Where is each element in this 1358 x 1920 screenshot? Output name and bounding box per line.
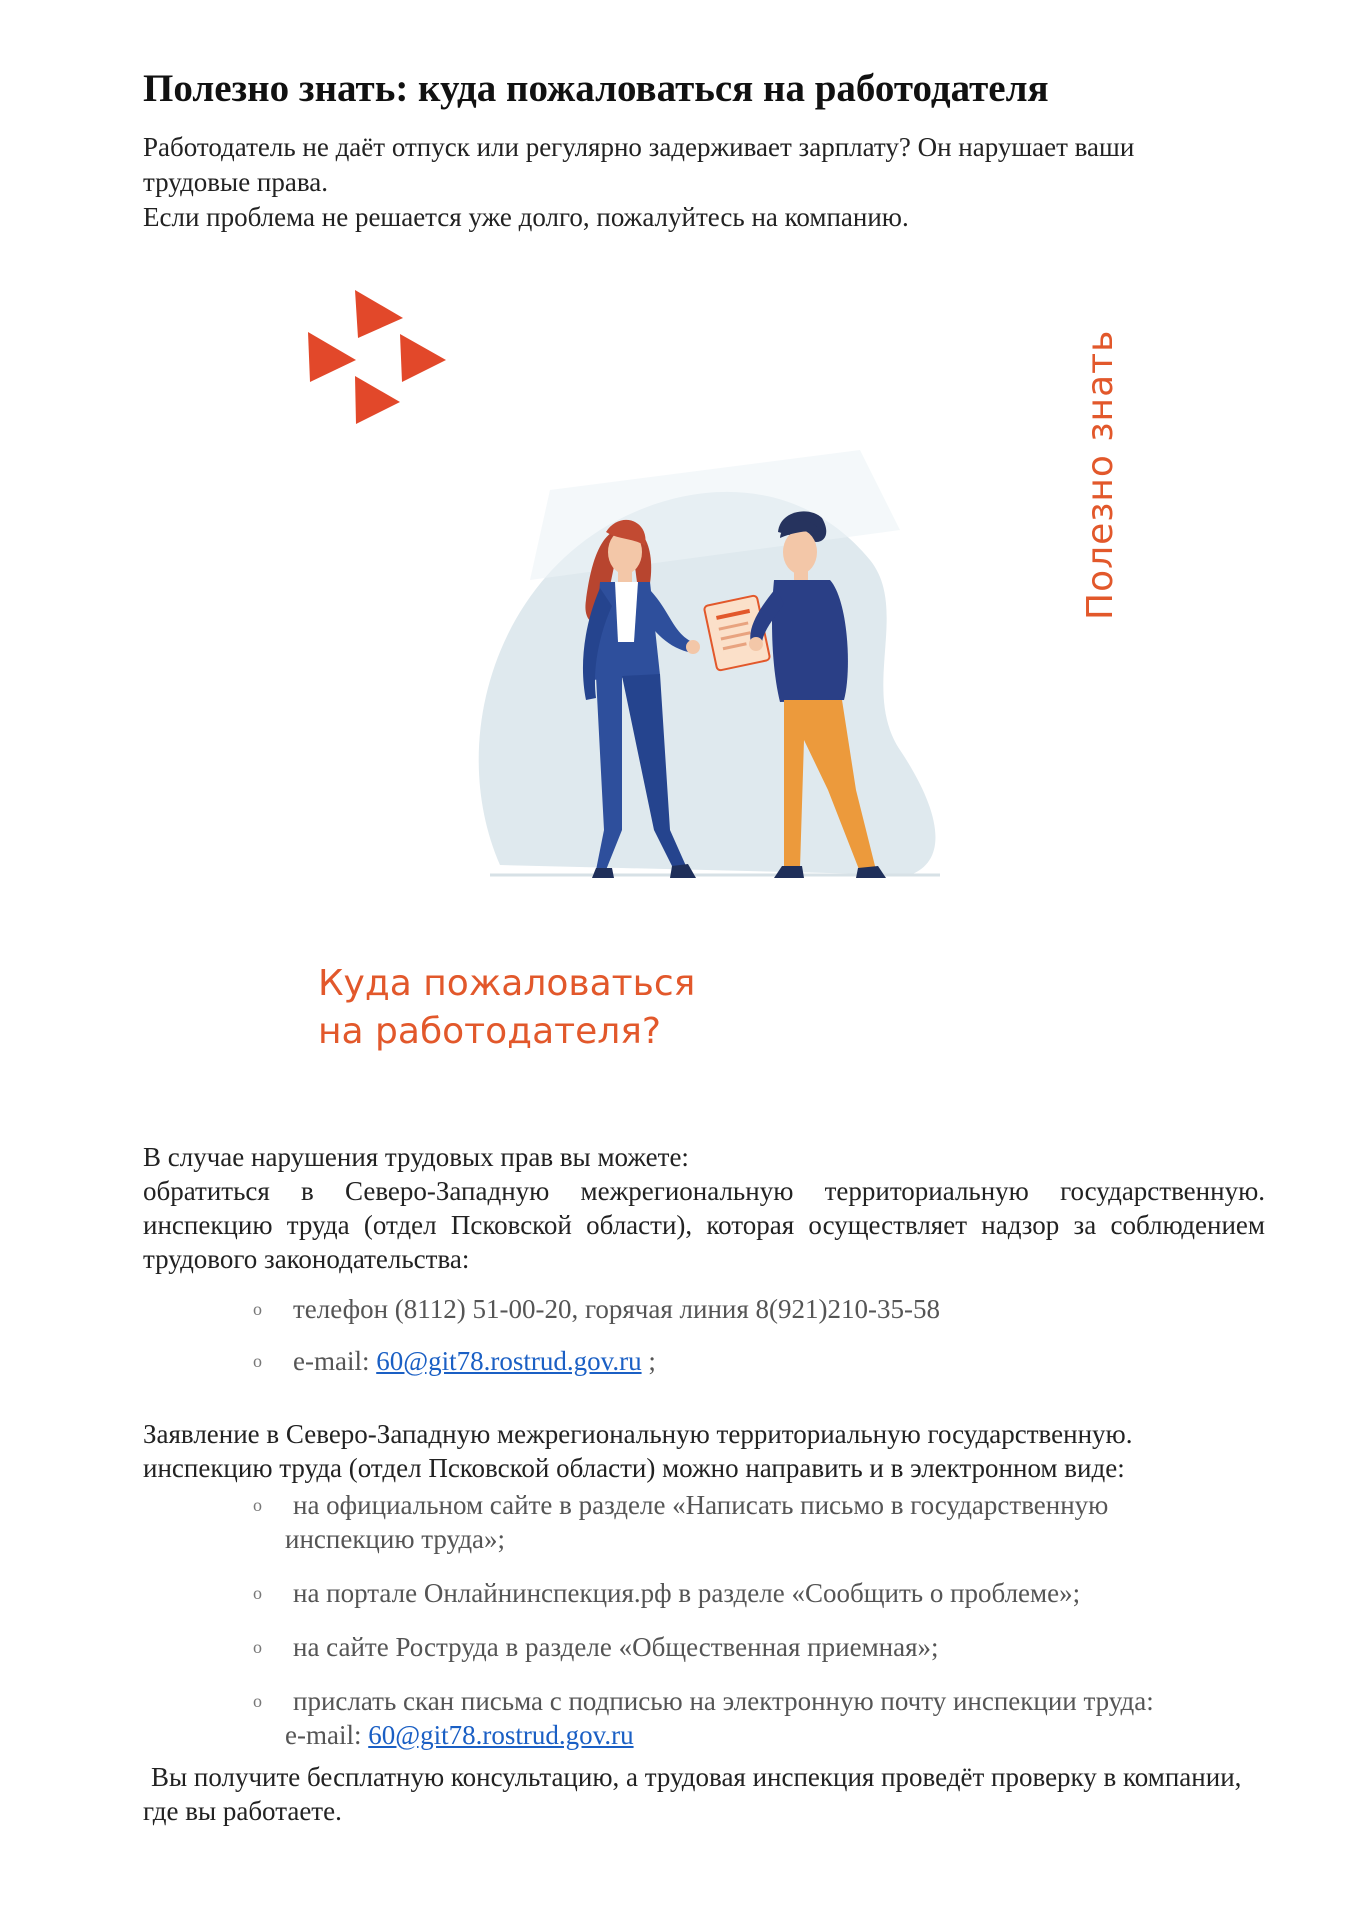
section-paragraph: обратиться в Северо-Западную межрегиональную территориальную государственную. инспекцию труда (отдел Псковской области), которая осуществляет надзор за соблюдением трудового законодательства: [143,1176,1265,1274]
section-paragraph: Заявление в Северо-Западную межрегиональную территориальную государственную. инспекцию труда (отдел Псковской области) можно направить и в электронном виде: [143,1419,1133,1483]
phone-text: телефон (8112) 51-00-20, горячая линия 8(921)210-35-58 [293,1294,940,1324]
intro-paragraph [143,130,1253,235]
list-item-text: прислать скан письма с подписью на электронную почту инспекции труда: [293,1686,1154,1716]
bullet-circle-icon: o [253,1583,262,1603]
intro-line: Если проблема не решается уже долго, пожалуйтесь на компанию. [143,202,909,232]
bullet-circle-icon: o [253,1637,262,1657]
list-item [253,1576,1263,1610]
bullet-circle-icon: o [253,1299,262,1319]
list-item-text: на официальном сайте в разделе «Написать письмо в государственную [293,1490,1109,1520]
email-suffix: ; [641,1346,656,1376]
two-people-document-illustration [300,270,1160,1070]
email-prefix: e-mail: [285,1720,369,1750]
poster-vertical-label: Полезно знать [1080,329,1121,620]
intro-line: трудовые права. [143,167,328,197]
list-item-text: на портале Онлайнинспекция.рф в разделе «Сообщить о проблеме»; [293,1578,1081,1608]
poster-illustration [300,270,1160,1070]
section-lead: В случае нарушения трудовых прав вы можете: [143,1142,689,1172]
contacts-list [253,1292,1263,1396]
list-item [253,1292,1263,1326]
poster-caption [318,960,695,1056]
email-link[interactable]: 60@git78.rostrud.gov.ru [376,1346,642,1376]
bullet-circle-icon: o [253,1691,262,1711]
email-link[interactable]: 60@git78.rostrud.gov.ru [368,1720,634,1750]
bullet-circle-icon: o [253,1495,262,1515]
poster-caption-line: на работодателя? [318,1011,662,1052]
list-item [253,1488,1263,1556]
page-title: Полезно знать: куда пожаловаться на работодателя [143,67,1049,110]
poster-caption-line: Куда пожаловаться [318,963,696,1004]
electronic-channels-list [253,1488,1263,1772]
list-item [253,1344,1263,1378]
section-electronic-application [143,1417,1265,1485]
bullet-circle-icon: o [253,1351,262,1371]
closing-paragraph: Вы получите бесплатную консультацию, а трудовая инспекция проведёт проверку в компании, где вы работаете. [143,1762,1242,1826]
list-item [253,1630,1263,1664]
triangles-logo-icon [308,290,446,424]
list-item-text: инспекцию труда»; [285,1524,506,1554]
list-item [253,1684,1263,1752]
section-rights-violation [143,1140,1265,1276]
email-prefix: e-mail: [293,1346,377,1376]
intro-line: Работодатель не даёт отпуск или регулярно задерживает зарплату? Он нарушает ваши [143,132,1135,162]
list-item-text: на сайте Роструда в разделе «Общественная приемная»; [293,1632,939,1662]
